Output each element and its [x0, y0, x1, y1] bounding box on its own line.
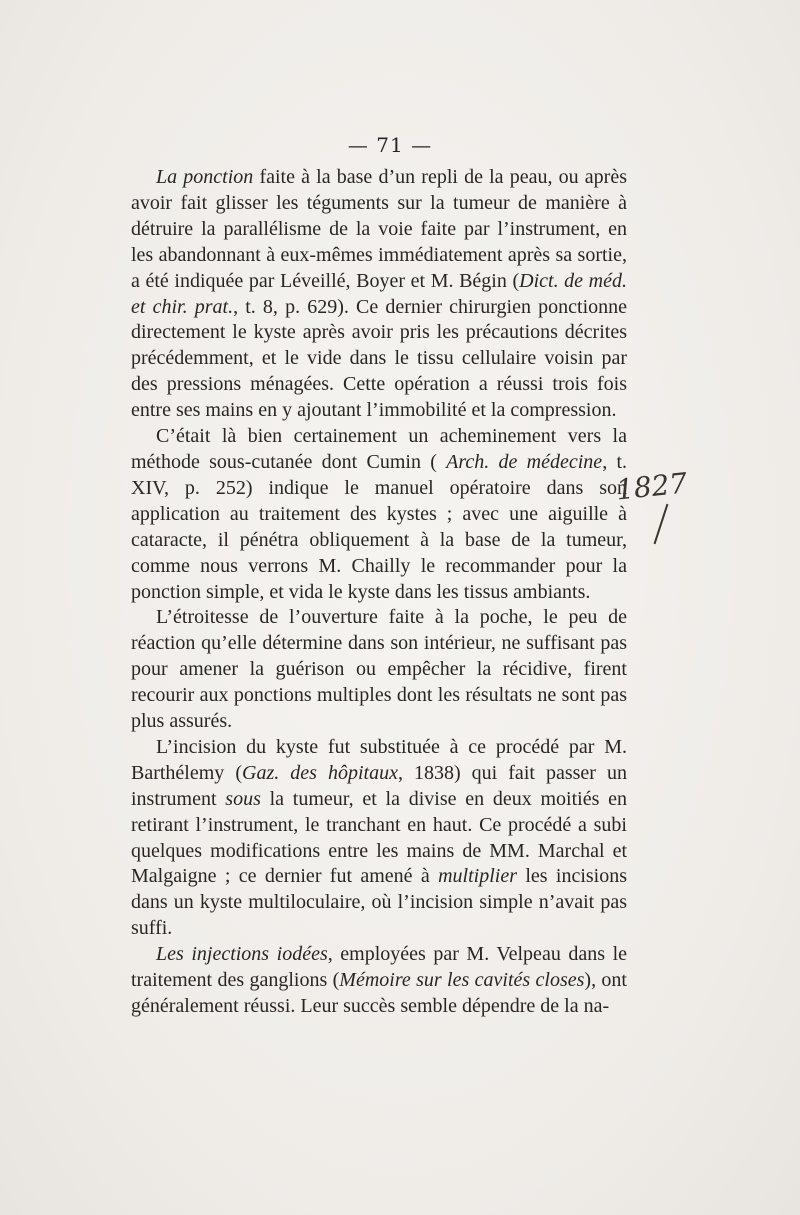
handwritten-stroke	[654, 504, 669, 545]
paragraph	[131, 942, 627, 1020]
text-run: Gaz. des hôpitaux	[242, 761, 398, 784]
text-run: Les injections iodées	[156, 943, 328, 966]
paragraph	[131, 605, 627, 735]
text-run: ), ont généralement réussi. Leur succès semble dépendre de la na-	[131, 969, 627, 1017]
text-run: Mémoire sur les cavités closes	[339, 969, 585, 992]
text-run: , t. XIV, p. 252) indique le manuel opératoire dans son application au traitement des kystes ; avec une aiguille à cataracte, il pénétra obliquement à la base de la tumeur, comme nous verrons M. Chailly le recommander pour la ponction simple, et vida le kyste dans les tissus ambiants.	[131, 450, 628, 603]
text-run: les incisions dans un kyste multiloculaire, où l’incision simple n’avait pas suffi.	[131, 865, 628, 940]
text-run: la tumeur, et la divise en deux moitiés en retirant l’instrument, le tranchant en haut. Ce procédé a subi quelques modifications entre les mains de MM. Marchal et Malgaigne ; ce dernier fut amené à	[131, 787, 627, 888]
text-run: C’était là bien certainement un acheminement vers la méthode sous-cutanée dont Cumin (	[131, 425, 627, 473]
text-run: La ponction	[156, 166, 254, 188]
body-text	[131, 165, 627, 1020]
page-number: — 71 —	[347, 133, 433, 157]
text-run: Dict. de méd. et chir. prat.	[131, 269, 627, 318]
text-run: L’étroitesse de l’ouverture faite à la poche, le peu de réaction qu’elle détermine dans son intérieur, ne suffisant pas pour amener la guérison ou empêcher la récidive, firent recourir aux ponctions multiples dont les résultats ne sont pas plus assurés.	[131, 606, 627, 733]
text-run: , t. 8, p. 629). Ce dernier chirurgien ponctionne directement le kyste après avoir pris les précautions décrites précédemment, et le vide dans le tissu cellulaire voisin par des pressions ménagées. Cette opération a réussi trois fois entre ses mains en y ajoutant l’immobilité et la compression.	[131, 295, 627, 422]
text-run: , employées par M. Velpeau dans le traitement des ganglions (	[131, 943, 627, 992]
text-run: L’incision du kyste fut substituée à ce procédé par M. Barthélemy (	[131, 735, 627, 784]
text-run: multiplier	[438, 865, 517, 888]
handwritten-margin-note: 1827	[614, 466, 689, 507]
text-run: , 1838) qui fait passer un instrument	[131, 761, 627, 810]
text-run: Arch. de médecine	[446, 450, 603, 473]
paragraph	[131, 735, 627, 942]
paragraph	[131, 165, 627, 424]
paragraph	[131, 424, 627, 605]
text-run: faite à la base d’un repli de la peau, ou après avoir fait glisser les téguments sur la tumeur de manière à détruire la parallélisme de la voie faite par l’instrument, en les abandonnant à eux-mêmes immédiatement après sa sortie, a été indiquée par Léveillé, Boyer et M. Bégin (	[131, 166, 627, 292]
text-run: sous	[225, 787, 261, 810]
